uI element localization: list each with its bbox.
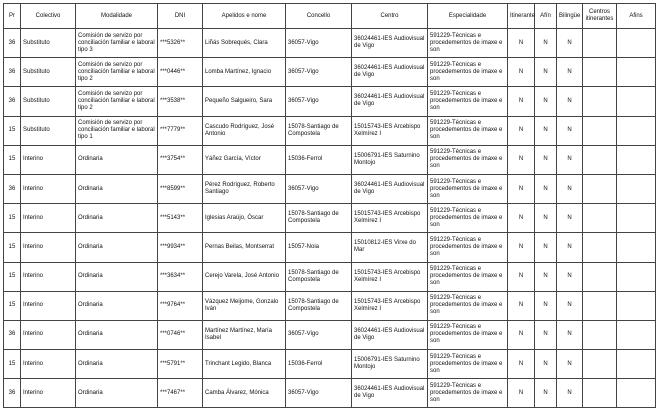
table-row bbox=[4, 320, 656, 349]
table-row bbox=[4, 350, 656, 379]
cell-modalidade: Comisión de servizo por conciliación familiar e laboral tipo 3 bbox=[76, 29, 158, 58]
cell-concello: 15078-Santiago de Compostela bbox=[286, 291, 352, 320]
cell-nome: Iglesias Araújo, Óscar bbox=[203, 204, 286, 233]
cell-dni: ***5143** bbox=[158, 204, 203, 233]
cell-especialidade: 591229-Técnicas e procedementos de imaxe e son bbox=[428, 87, 508, 116]
cell-centro: 15006791-IES Saturnino Montojo bbox=[352, 145, 428, 174]
cell-colectivo: Interino bbox=[21, 379, 76, 408]
cell-modalidade: Comisión de servizo por conciliación familiar e laboral tipo 2 bbox=[76, 58, 158, 87]
header-dni: DNI bbox=[158, 4, 203, 29]
cell-nome: Cerejo Varela, José Antonio bbox=[203, 262, 286, 291]
cell-dni: ***3754** bbox=[158, 145, 203, 174]
cell-concello: 15036-Ferrol bbox=[286, 350, 352, 379]
cell-nome: Pequeño Salgueiro, Sara bbox=[203, 87, 286, 116]
table-row bbox=[4, 58, 656, 87]
cell-dni: ***5791** bbox=[158, 350, 203, 379]
cell-pr: 15 bbox=[4, 262, 21, 291]
cell-especialidade: 591229-Técnicas e procedementos de imaxe e son bbox=[428, 58, 508, 87]
assignment-table-sheet bbox=[3, 3, 643, 406]
cell-modalidade: Ordinaria bbox=[76, 379, 158, 408]
header-afins: Afins bbox=[617, 4, 656, 29]
cell-modalidade: Ordinaria bbox=[76, 204, 158, 233]
cell-itinerante: N bbox=[508, 29, 535, 58]
header-itinerante: Itinerante bbox=[508, 4, 535, 29]
header-row bbox=[4, 4, 656, 29]
cell-afin: N bbox=[535, 29, 557, 58]
cell-itinerante: N bbox=[508, 145, 535, 174]
cell-afin: N bbox=[535, 145, 557, 174]
cell-bilingue: N bbox=[557, 58, 583, 87]
cell-itinerante: N bbox=[508, 204, 535, 233]
cell-nome: Pernas Beilas, Montserrat bbox=[203, 233, 286, 262]
cell-afins bbox=[617, 174, 656, 203]
cell-afins bbox=[617, 204, 656, 233]
cell-pr: 36 bbox=[4, 320, 21, 349]
cell-dni: ***8599** bbox=[158, 174, 203, 203]
cell-centros-itinerantes bbox=[583, 174, 617, 203]
cell-bilingue: N bbox=[557, 145, 583, 174]
cell-afin: N bbox=[535, 174, 557, 203]
cell-colectivo: Interino bbox=[21, 320, 76, 349]
cell-itinerante: N bbox=[508, 174, 535, 203]
table-row bbox=[4, 145, 656, 174]
cell-especialidade: 591229-Técnicas e procedementos de imaxe e son bbox=[428, 350, 508, 379]
cell-afins bbox=[617, 350, 656, 379]
header-bilingue: Bilingüe bbox=[557, 4, 583, 29]
cell-dni: ***3538** bbox=[158, 87, 203, 116]
cell-afin: N bbox=[535, 291, 557, 320]
cell-centro: 15015743-IES Arcebispo Xelmírez I bbox=[352, 204, 428, 233]
table-row bbox=[4, 116, 656, 145]
cell-pr: 15 bbox=[4, 291, 21, 320]
cell-itinerante: N bbox=[508, 350, 535, 379]
cell-concello: 36057-Vigo bbox=[286, 320, 352, 349]
cell-concello: 36057-Vigo bbox=[286, 58, 352, 87]
cell-afin: N bbox=[535, 233, 557, 262]
cell-especialidade: 591229-Técnicas e procedementos de imaxe e son bbox=[428, 291, 508, 320]
cell-afin: N bbox=[535, 116, 557, 145]
cell-afin: N bbox=[535, 379, 557, 408]
assignment-table bbox=[3, 3, 656, 408]
cell-bilingue: N bbox=[557, 116, 583, 145]
cell-nome: Liñás Sobrequés, Clara bbox=[203, 29, 286, 58]
cell-bilingue: N bbox=[557, 204, 583, 233]
cell-dni: ***9764** bbox=[158, 291, 203, 320]
cell-nome: Cascudo Rodríguez, José Antonio bbox=[203, 116, 286, 145]
cell-pr: 15 bbox=[4, 233, 21, 262]
cell-centros-itinerantes bbox=[583, 320, 617, 349]
cell-modalidade: Ordinaria bbox=[76, 350, 158, 379]
cell-colectivo: Interino bbox=[21, 174, 76, 203]
cell-nome: Vázquez Meijome, Gonzalo Iván bbox=[203, 291, 286, 320]
cell-especialidade: 591229-Técnicas e procedementos de imaxe e son bbox=[428, 145, 508, 174]
cell-concello: 36057-Vigo bbox=[286, 87, 352, 116]
header-pr: Pr bbox=[4, 4, 21, 29]
cell-modalidade: Ordinaria bbox=[76, 174, 158, 203]
cell-pr: 15 bbox=[4, 116, 21, 145]
cell-modalidade: Ordinaria bbox=[76, 291, 158, 320]
header-centros-itinerantes: Centros itinerantes bbox=[583, 4, 617, 29]
cell-bilingue: N bbox=[557, 174, 583, 203]
cell-centro: 36024461-IES Audiovisual de Vigo bbox=[352, 379, 428, 408]
table-row bbox=[4, 233, 656, 262]
cell-concello: 36057-Vigo bbox=[286, 379, 352, 408]
cell-afins bbox=[617, 379, 656, 408]
cell-especialidade: 591229-Técnicas e procedementos de imaxe e son bbox=[428, 379, 508, 408]
cell-centro: 15015743-IES Arcebispo Xelmírez I bbox=[352, 116, 428, 145]
cell-bilingue: N bbox=[557, 87, 583, 116]
cell-bilingue: N bbox=[557, 262, 583, 291]
cell-especialidade: 591229-Técnicas e procedementos de imaxe e son bbox=[428, 204, 508, 233]
cell-itinerante: N bbox=[508, 320, 535, 349]
cell-especialidade: 591229-Técnicas e procedementos de imaxe e son bbox=[428, 233, 508, 262]
cell-bilingue: N bbox=[557, 29, 583, 58]
cell-nome: Lomba Martínez, Ignacio bbox=[203, 58, 286, 87]
cell-centro: 36024461-IES Audiovisual de Vigo bbox=[352, 29, 428, 58]
cell-afins bbox=[617, 262, 656, 291]
cell-bilingue: N bbox=[557, 379, 583, 408]
cell-centros-itinerantes bbox=[583, 145, 617, 174]
cell-centros-itinerantes bbox=[583, 116, 617, 145]
cell-centros-itinerantes bbox=[583, 204, 617, 233]
cell-concello: 15078-Santiago de Compostela bbox=[286, 262, 352, 291]
cell-concello: 15078-Santiago de Compostela bbox=[286, 116, 352, 145]
cell-afins bbox=[617, 291, 656, 320]
cell-afins bbox=[617, 29, 656, 58]
cell-centro: 15015743-IES Arcebispo Xelmírez I bbox=[352, 262, 428, 291]
cell-nome: Pérez Rodríguez, Roberto Santiago bbox=[203, 174, 286, 203]
cell-colectivo: Interino bbox=[21, 233, 76, 262]
cell-especialidade: 591229-Técnicas e procedementos de imaxe e son bbox=[428, 116, 508, 145]
cell-dni: ***3634** bbox=[158, 262, 203, 291]
header-centro: Centro bbox=[352, 4, 428, 29]
table-row bbox=[4, 204, 656, 233]
cell-centros-itinerantes bbox=[583, 262, 617, 291]
cell-pr: 15 bbox=[4, 204, 21, 233]
cell-afins bbox=[617, 87, 656, 116]
cell-afin: N bbox=[535, 262, 557, 291]
cell-especialidade: 591229-Técnicas e procedementos de imaxe e son bbox=[428, 320, 508, 349]
cell-concello: 15078-Santiago de Compostela bbox=[286, 204, 352, 233]
cell-dni: ***0746** bbox=[158, 320, 203, 349]
cell-colectivo: Substituto bbox=[21, 29, 76, 58]
cell-itinerante: N bbox=[508, 262, 535, 291]
cell-bilingue: N bbox=[557, 320, 583, 349]
cell-nome: Camba Álvarez, Mónica bbox=[203, 379, 286, 408]
cell-dni: ***7467** bbox=[158, 379, 203, 408]
cell-pr: 36 bbox=[4, 379, 21, 408]
cell-centros-itinerantes bbox=[583, 291, 617, 320]
table-row bbox=[4, 379, 656, 408]
cell-itinerante: N bbox=[508, 291, 535, 320]
cell-colectivo: Interino bbox=[21, 350, 76, 379]
cell-centro: 36024461-IES Audiovisual de Vigo bbox=[352, 87, 428, 116]
cell-colectivo: Interino bbox=[21, 291, 76, 320]
cell-centros-itinerantes bbox=[583, 379, 617, 408]
cell-modalidade: Ordinaria bbox=[76, 233, 158, 262]
cell-modalidade: Ordinaria bbox=[76, 145, 158, 174]
cell-itinerante: N bbox=[508, 87, 535, 116]
cell-afin: N bbox=[535, 87, 557, 116]
cell-itinerante: N bbox=[508, 116, 535, 145]
cell-centro: 36024461-IES Audiovisual de Vigo bbox=[352, 58, 428, 87]
cell-concello: 15036-Ferrol bbox=[286, 145, 352, 174]
header-colectivo: Colectivo bbox=[21, 4, 76, 29]
cell-colectivo: Substituto bbox=[21, 58, 76, 87]
cell-dni: ***0446** bbox=[158, 58, 203, 87]
cell-nome: Trinchant Legido, Blanca bbox=[203, 350, 286, 379]
cell-especialidade: 591229-Técnicas e procedementos de imaxe e son bbox=[428, 262, 508, 291]
cell-concello: 15057-Noia bbox=[286, 233, 352, 262]
cell-centros-itinerantes bbox=[583, 87, 617, 116]
cell-afin: N bbox=[535, 58, 557, 87]
cell-pr: 36 bbox=[4, 174, 21, 203]
header-especialidade: Especialidade bbox=[428, 4, 508, 29]
header-modalidade: Modalidade bbox=[76, 4, 158, 29]
cell-colectivo: Substituto bbox=[21, 116, 76, 145]
cell-colectivo: Interino bbox=[21, 262, 76, 291]
cell-colectivo: Interino bbox=[21, 145, 76, 174]
table-body bbox=[4, 29, 656, 408]
cell-centros-itinerantes bbox=[583, 29, 617, 58]
cell-centro: 15010812-IES Virxe do Mar bbox=[352, 233, 428, 262]
cell-modalidade: Comisión de servizo por conciliación familiar e laboral tipo 2 bbox=[76, 87, 158, 116]
cell-centro: 15006791-IES Saturnino Montojo bbox=[352, 350, 428, 379]
cell-pr: 36 bbox=[4, 87, 21, 116]
cell-pr: 36 bbox=[4, 58, 21, 87]
header-concello: Concello bbox=[286, 4, 352, 29]
cell-modalidade: Comisión de servizo por conciliación familiar e laboral tipo 1 bbox=[76, 116, 158, 145]
cell-concello: 36057-Vigo bbox=[286, 174, 352, 203]
cell-concello: 36057-Vigo bbox=[286, 29, 352, 58]
cell-nome: Martínez Martínez, María Isabel bbox=[203, 320, 286, 349]
cell-centros-itinerantes bbox=[583, 350, 617, 379]
cell-centro: 15015743-IES Arcebispo Xelmírez I bbox=[352, 291, 428, 320]
cell-dni: ***5326** bbox=[158, 29, 203, 58]
cell-afins bbox=[617, 320, 656, 349]
cell-itinerante: N bbox=[508, 233, 535, 262]
cell-bilingue: N bbox=[557, 233, 583, 262]
cell-itinerante: N bbox=[508, 379, 535, 408]
table-row bbox=[4, 174, 656, 203]
table-row bbox=[4, 87, 656, 116]
cell-afin: N bbox=[535, 350, 557, 379]
cell-modalidade: Ordinaria bbox=[76, 320, 158, 349]
header-nome: Apelidos e nome bbox=[203, 4, 286, 29]
table-row bbox=[4, 29, 656, 58]
cell-afins bbox=[617, 145, 656, 174]
cell-itinerante: N bbox=[508, 58, 535, 87]
cell-bilingue: N bbox=[557, 350, 583, 379]
cell-pr: 15 bbox=[4, 145, 21, 174]
cell-pr: 15 bbox=[4, 350, 21, 379]
cell-afin: N bbox=[535, 204, 557, 233]
cell-nome: Yáñez García, Víctor bbox=[203, 145, 286, 174]
cell-centro: 36024461-IES Audiovisual de Vigo bbox=[352, 174, 428, 203]
cell-colectivo: Interino bbox=[21, 204, 76, 233]
cell-bilingue: N bbox=[557, 291, 583, 320]
header-afin: Afín bbox=[535, 4, 557, 29]
cell-afins bbox=[617, 58, 656, 87]
cell-afins bbox=[617, 116, 656, 145]
cell-afins bbox=[617, 233, 656, 262]
cell-centros-itinerantes bbox=[583, 58, 617, 87]
cell-modalidade: Ordinaria bbox=[76, 262, 158, 291]
cell-dni: ***7779** bbox=[158, 116, 203, 145]
table-row bbox=[4, 291, 656, 320]
table-row bbox=[4, 262, 656, 291]
cell-centros-itinerantes bbox=[583, 233, 617, 262]
cell-centro: 36024461-IES Audiovisual de Vigo bbox=[352, 320, 428, 349]
cell-dni: ***9934** bbox=[158, 233, 203, 262]
cell-especialidade: 591229-Técnicas e procedementos de imaxe e son bbox=[428, 29, 508, 58]
cell-colectivo: Substituto bbox=[21, 87, 76, 116]
cell-afin: N bbox=[535, 320, 557, 349]
cell-especialidade: 591229-Técnicas e procedementos de imaxe e son bbox=[428, 174, 508, 203]
cell-pr: 36 bbox=[4, 29, 21, 58]
